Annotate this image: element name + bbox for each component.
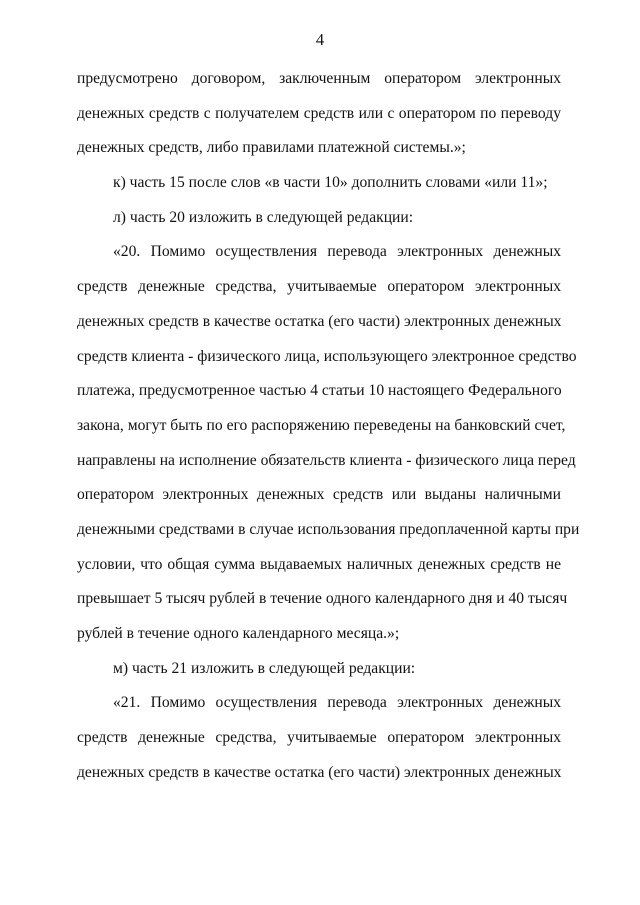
text-line: платежа, предусмотренное частью 4 статьи 10 настоящего Федерального [77, 382, 562, 400]
text-line: денежных средств, либо правилами платежной системы.»; [77, 139, 466, 157]
text-line: л) часть 20 изложить в следующей редакции: [113, 208, 414, 226]
text-line: «21. Помимо осуществления перевода электронных денежных [113, 694, 561, 712]
text-line: к) часть 15 после слов «в части 10» дополнить словами «или 11»; [113, 174, 548, 192]
text-line: «20. Помимо осуществления перевода электронных денежных [113, 243, 561, 261]
text-line: направлены на исполнение обязательств клиента - физического лица перед [77, 451, 576, 469]
text-line: средств денежные средства, учитываемые оператором электронных [77, 729, 561, 747]
text-line: закона, могут быть по его распоряжению переведены на банковский счет, [77, 416, 566, 434]
text-line: м) часть 21 изложить в следующей редакции: [113, 659, 416, 677]
text-line: превышает 5 тысяч рублей в течение одного календарного дня и 40 тысяч [77, 590, 568, 608]
text-line: денежных средств в качестве остатка (его части) электронных денежных [77, 312, 562, 330]
text-line: оператором электронных денежных средств или выданы наличными [77, 486, 561, 504]
text-line: денежных средств с получателем средств или с оператором по переводу [77, 104, 561, 122]
text-line: денежными средствами в случае использования предоплаченной карты при [77, 520, 580, 538]
text-line: условии, что общая сумма выдаваемых наличных денежных средств не [77, 555, 561, 573]
text-line: денежных средств в качестве остатка (его части) электронных денежных [77, 763, 562, 781]
page-number: 4 [315, 30, 325, 49]
text-line: средств клиента - физического лица, использующего электронное средство [77, 347, 577, 365]
text-line: средств денежные средства, учитываемые оператором электронных [77, 278, 561, 296]
text-line: предусмотрено договором, заключенным оператором электронных [77, 70, 561, 87]
text-line: рублей в течение одного календарного месяца.»; [77, 625, 400, 642]
document-body [77, 69, 580, 797]
